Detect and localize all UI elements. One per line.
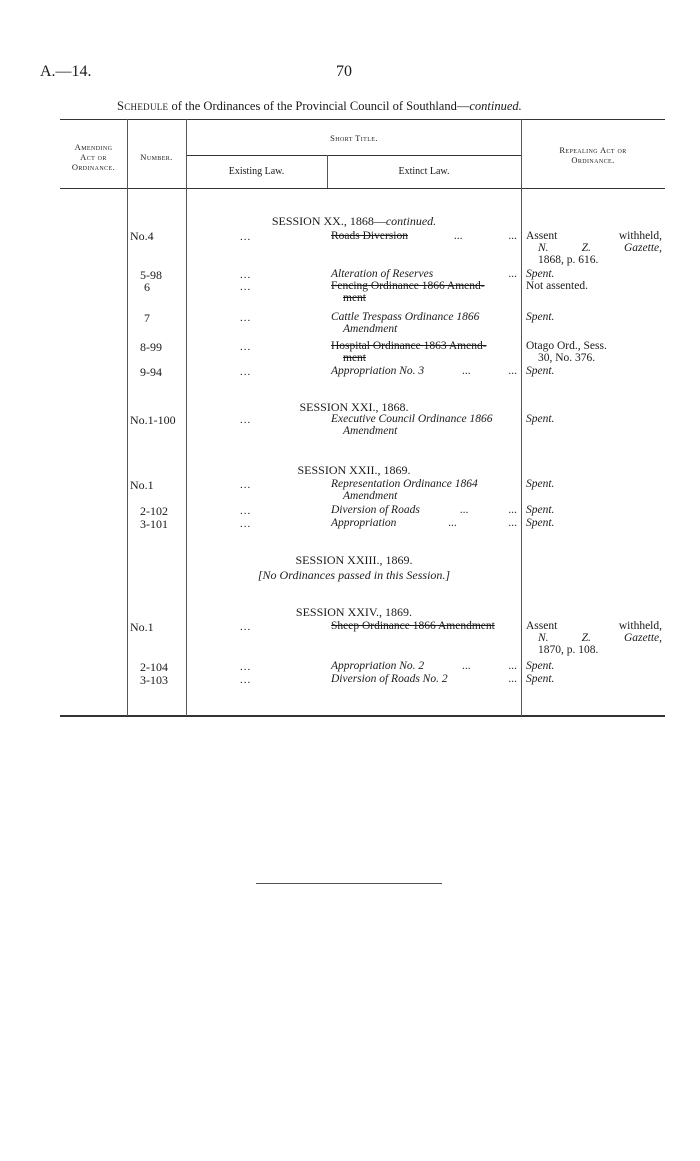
extinct-law	[331, 504, 517, 516]
extinct-law-text: Diversion of Roads No. 2	[331, 673, 448, 685]
extinct-law	[331, 230, 517, 242]
extinct-law	[331, 673, 517, 685]
column-divider-1	[127, 119, 128, 716]
existing-law-ellipsis: ...	[240, 231, 252, 243]
repealing-text: Otago Ord., Sess.	[526, 340, 607, 352]
header-bottom-rule	[60, 188, 665, 189]
repealing-act	[526, 230, 662, 266]
extinct-law-text: Representation Ordinance 1864	[331, 478, 478, 490]
repealing-word: Z.	[581, 632, 591, 644]
session-note: [No Ordinances passed in this Session.]	[257, 568, 451, 582]
existing-law-ellipsis: ...	[240, 341, 252, 353]
existing-law-ellipsis: ...	[240, 621, 252, 633]
extinct-law	[331, 268, 517, 280]
extinct-law-text: Appropriation No. 2	[331, 660, 425, 672]
table-caption	[117, 99, 657, 114]
extinct-law-text: ment	[343, 292, 366, 304]
leader-dots: ...	[508, 268, 517, 280]
repealing-act: Spent.	[526, 504, 555, 516]
ordinance-number: No.1	[130, 620, 154, 634]
header-number: Number.	[140, 152, 173, 162]
leader-dots: ...	[459, 504, 469, 516]
repealing-reference: 1868, p. 616.	[538, 254, 599, 266]
leader-dots: ...	[461, 660, 471, 672]
extinct-law-text: Executive Council Ordinance 1866	[331, 413, 493, 425]
ordinance-number: 6	[144, 280, 150, 294]
repealing-act: Spent.	[526, 365, 555, 377]
extinct-law	[331, 660, 517, 672]
existing-law-ellipsis: ...	[240, 518, 252, 530]
session-heading: SESSION XXII., 1869.	[297, 463, 411, 477]
extinct-law-text: Amendment	[343, 490, 398, 502]
leader-dots: ...	[461, 365, 471, 377]
existing-law-ellipsis: ...	[240, 366, 252, 378]
header-repealing-line: Repealing Act or	[559, 145, 627, 155]
leader-dots: ...	[453, 230, 463, 242]
existing-law-ellipsis: ...	[240, 414, 252, 426]
existing-law-ellipsis: ...	[240, 674, 252, 686]
ordinance-number: 8-99	[140, 340, 162, 354]
leader-dots: ...	[508, 365, 517, 377]
header-repealing-line: Ordinance.	[571, 155, 615, 165]
table-bottom-rule	[60, 715, 665, 717]
session-heading: SESSION XXI., 1868.	[299, 400, 409, 414]
repealing-act: Spent.	[526, 478, 555, 490]
existing-law-ellipsis: ...	[240, 505, 252, 517]
existing-law-ellipsis: ...	[240, 269, 252, 281]
header-existing-law: Existing Law.	[228, 166, 285, 177]
header-amending	[60, 142, 127, 172]
header-repealing	[521, 145, 665, 165]
repealing-word: Z.	[581, 242, 591, 254]
extinct-law-text: Hospital Ordinance 1863 Amend-	[331, 340, 487, 352]
repealing-text: 30, No. 376.	[538, 352, 596, 364]
page-number: 70	[336, 63, 352, 80]
header-short-title: Short Title.	[330, 133, 378, 143]
extinct-law-text: Appropriation No. 3	[331, 365, 425, 377]
header-amending-line: Amending	[74, 142, 113, 152]
repealing-act: Spent.	[526, 413, 555, 425]
repealing-act: Spent.	[526, 268, 555, 280]
leader-dots: ...	[448, 517, 457, 529]
repealing-act: Spent.	[526, 311, 555, 323]
ordinance-number: 9-94	[140, 365, 162, 379]
ordinance-number: 3-103	[140, 673, 168, 687]
ordinance-number: 7	[144, 311, 150, 325]
ordinance-number: No.4	[130, 229, 154, 243]
caption-prefix: Schedule	[117, 99, 169, 113]
extinct-law	[331, 340, 517, 364]
repealing-word: Assent	[526, 620, 558, 632]
session-heading: SESSION XXIV., 1869.	[295, 605, 413, 619]
header-amending-line: Ordinance.	[71, 162, 116, 172]
extinct-law-text: Amendment	[343, 425, 398, 437]
session-title-italic: continued.	[385, 214, 437, 228]
extinct-law	[331, 478, 517, 502]
extinct-law-text: Roads Diversion	[331, 230, 408, 242]
extinct-law	[331, 413, 517, 437]
existing-law-ellipsis: ...	[240, 479, 252, 491]
extinct-law-text: Amendment	[343, 323, 398, 335]
repealing-word: Gazette,	[623, 632, 662, 644]
extinct-law	[331, 311, 517, 335]
header-amending-line: Act or	[80, 152, 107, 162]
extinct-law	[331, 620, 517, 632]
repealing-word: Assent	[526, 230, 558, 242]
extinct-law	[331, 365, 517, 377]
page-identifier: A.—14.	[40, 63, 92, 80]
leader-dots: ...	[508, 504, 517, 516]
extinct-law-text: ment	[343, 352, 366, 364]
repealing-act: Not assented.	[526, 280, 588, 292]
closing-rule	[256, 883, 442, 884]
leader-dots: ...	[508, 230, 517, 242]
ordinance-number: No.1	[130, 478, 154, 492]
extinct-law-text: Diversion of Roads	[331, 504, 420, 516]
repealing-word: N.	[538, 242, 549, 254]
ordinance-number: 3-101	[140, 517, 168, 531]
header-extinct-law: Extinct Law.	[398, 166, 450, 177]
existing-law-ellipsis: ...	[240, 312, 252, 324]
extinct-law	[331, 517, 517, 529]
caption-middle: of the Ordinances of the Provincial Council of Southland—	[168, 99, 470, 113]
leader-dots: ...	[508, 517, 517, 529]
extinct-law-text: Appropriation	[331, 517, 397, 529]
ordinance-number: 2-104	[140, 660, 168, 674]
repealing-word: withheld,	[618, 620, 662, 632]
column-divider-2	[186, 119, 187, 716]
extinct-law-text: Cattle Trespass Ordinance 1866	[331, 311, 480, 323]
extinct-law-text: Alteration of Reserves	[331, 268, 434, 280]
short-title-divider	[186, 155, 522, 156]
existing-law-ellipsis: ...	[240, 661, 252, 673]
repealing-reference: 1870, p. 108.	[538, 644, 599, 656]
leader-dots: ...	[508, 673, 517, 685]
repealing-act: Spent.	[526, 673, 555, 685]
ordinance-number: 5-98	[140, 268, 162, 282]
ordinance-number: No.1-100	[130, 413, 176, 427]
repealing-act: Spent.	[526, 517, 555, 529]
caption-suffix: continued.	[469, 99, 522, 113]
session-title: SESSION XX., 1868—	[271, 214, 386, 228]
extinct-law	[331, 280, 517, 304]
extinct-law-text: Fencing Ordinance 1866 Amend-	[331, 280, 485, 292]
repealing-word: N.	[538, 632, 549, 644]
extinct-law-text: Sheep Ordinance 1866 Amendment	[331, 620, 495, 632]
repealing-word: Gazette,	[623, 242, 662, 254]
session-heading: SESSION XXIII., 1869.	[295, 553, 413, 567]
column-divider-3	[521, 119, 522, 716]
repealing-word: withheld,	[618, 230, 662, 242]
session-heading	[186, 214, 522, 229]
existing-law-ellipsis: ...	[240, 281, 252, 293]
table-top-rule	[60, 119, 665, 120]
repealing-act: Spent.	[526, 660, 555, 672]
ordinance-number: 2-102	[140, 504, 168, 518]
repealing-act	[526, 340, 662, 364]
repealing-act	[526, 620, 662, 656]
leader-dots: ...	[508, 660, 517, 672]
